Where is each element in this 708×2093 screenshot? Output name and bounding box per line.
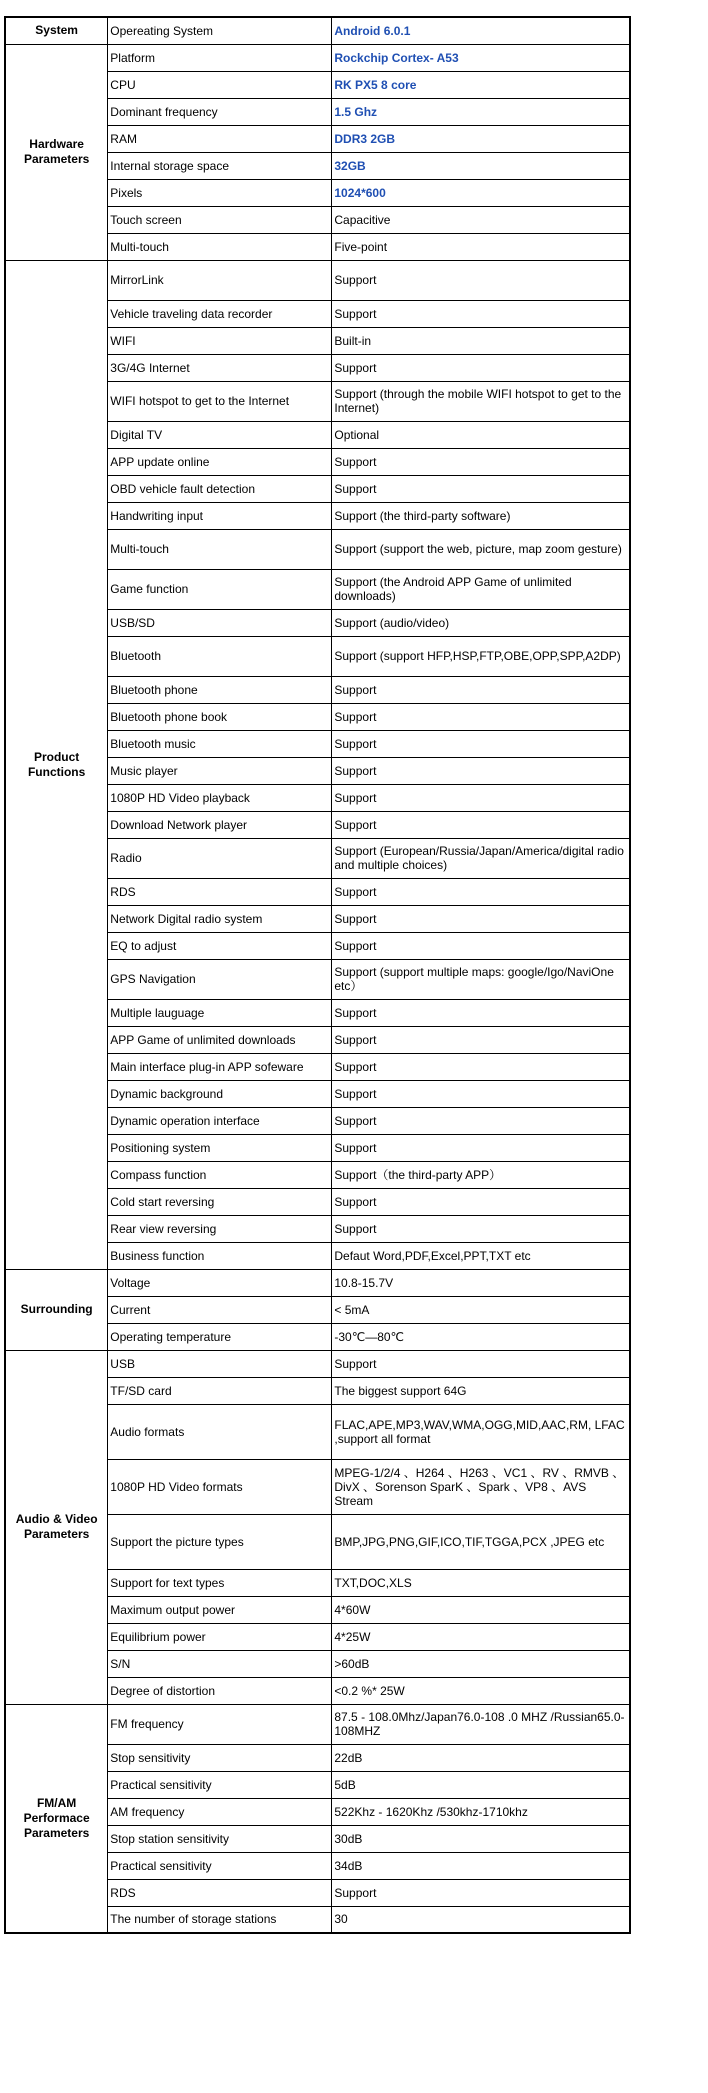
spec-label-cell: Dynamic operation interface: [108, 1107, 332, 1134]
category-cell: FM/AM Performace Parameters: [5, 1704, 108, 1933]
spec-value-cell: 34dB: [332, 1852, 630, 1879]
spec-value-cell: Support: [332, 811, 630, 838]
spec-value-cell: Support: [332, 475, 630, 502]
spec-value-cell: Five-point: [332, 233, 630, 260]
spec-value-cell: Optional: [332, 421, 630, 448]
spec-value-cell: Support (the third-party software): [332, 502, 630, 529]
spec-value-cell: 30: [332, 1906, 630, 1933]
spec-value-cell: MPEG-1/2/4 、H264 、H263 、VC1 、RV 、RMVB 、DivX 、Sorenson SparK 、Spark 、VP8 、AVS Stream: [332, 1459, 630, 1514]
spec-label-cell: Bluetooth phone book: [108, 703, 332, 730]
spec-label-cell: Operating temperature: [108, 1323, 332, 1350]
spec-label-cell: Radio: [108, 838, 332, 878]
spec-value-cell: Support（the third-party APP）: [332, 1161, 630, 1188]
category-cell: Surrounding: [5, 1269, 108, 1350]
spec-value-cell: 4*25W: [332, 1623, 630, 1650]
spec-value-cell: Support (support HFP,HSP,FTP,OBE,OPP,SPP,A2DP): [332, 636, 630, 676]
spec-value-cell: <0.2 %* 25W: [332, 1677, 630, 1704]
spec-label-cell: MirrorLink: [108, 260, 332, 300]
spec-label-cell: 1080P HD Video playback: [108, 784, 332, 811]
spec-label-cell: Download Network player: [108, 811, 332, 838]
spec-value-cell: Support (European/Russia/Japan/America/digital radio and multiple choices): [332, 838, 630, 878]
spec-value-cell: 32GB: [332, 152, 630, 179]
spec-value-cell: The biggest support 64G: [332, 1377, 630, 1404]
spec-label-cell: TF/SD card: [108, 1377, 332, 1404]
table-row: [5, 44, 630, 71]
spec-value-cell: Capacitive: [332, 206, 630, 233]
spec-value-cell: 87.5 - 108.0Mhz/Japan76.0-108 .0 MHZ /Russian65.0-108MHZ: [332, 1704, 630, 1744]
spec-label-cell: Positioning system: [108, 1134, 332, 1161]
spec-label-cell: WIFI: [108, 327, 332, 354]
spec-label-cell: USB: [108, 1350, 332, 1377]
spec-value-cell: 1024*600: [332, 179, 630, 206]
spec-value-cell: 1.5 Ghz: [332, 98, 630, 125]
spec-label-cell: Multi-touch: [108, 529, 332, 569]
spec-label-cell: Voltage: [108, 1269, 332, 1296]
spec-label-cell: Support the picture types: [108, 1514, 332, 1569]
spec-label-cell: Equilibrium power: [108, 1623, 332, 1650]
spec-label-cell: RAM: [108, 125, 332, 152]
spec-label-cell: APP update online: [108, 448, 332, 475]
spec-label-cell: Business function: [108, 1242, 332, 1269]
spec-value-cell: Android 6.0.1: [332, 17, 630, 44]
spec-value-cell: 4*60W: [332, 1596, 630, 1623]
spec-label-cell: USB/SD: [108, 609, 332, 636]
spec-value-cell: Support: [332, 999, 630, 1026]
table-row: [5, 260, 630, 300]
spec-label-cell: Stop sensitivity: [108, 1744, 332, 1771]
spec-value-cell: Support: [332, 1879, 630, 1906]
spec-label-cell: Music player: [108, 757, 332, 784]
spec-value-cell: Support (through the mobile WIFI hotspot to get to the Internet): [332, 381, 630, 421]
spec-table: [4, 16, 631, 1934]
spec-value-cell: Rockchip Cortex- A53: [332, 44, 630, 71]
spec-value-cell: Support: [332, 354, 630, 381]
spec-value-cell: RK PX5 8 core: [332, 71, 630, 98]
spec-value-cell: Support (the Android APP Game of unlimited downloads): [332, 569, 630, 609]
spec-value-cell: BMP,JPG,PNG,GIF,ICO,TIF,TGGA,PCX ,JPEG etc: [332, 1514, 630, 1569]
spec-label-cell: APP Game of unlimited downloads: [108, 1026, 332, 1053]
spec-label-cell: EQ to adjust: [108, 932, 332, 959]
spec-label-cell: Bluetooth phone: [108, 676, 332, 703]
category-cell: Audio & Video Parameters: [5, 1350, 108, 1704]
spec-label-cell: AM frequency: [108, 1798, 332, 1825]
spec-value-cell: Support: [332, 905, 630, 932]
spec-value-cell: 22dB: [332, 1744, 630, 1771]
table-row: [5, 1704, 630, 1744]
spec-value-cell: Support: [332, 1026, 630, 1053]
spec-label-cell: Support for text types: [108, 1569, 332, 1596]
spec-label-cell: Dominant frequency: [108, 98, 332, 125]
spec-label-cell: Current: [108, 1296, 332, 1323]
spec-label-cell: Internal storage space: [108, 152, 332, 179]
spec-label-cell: OBD vehicle fault detection: [108, 475, 332, 502]
spec-value-cell: -30℃—80℃: [332, 1323, 630, 1350]
spec-value-cell: >60dB: [332, 1650, 630, 1677]
table-row: [5, 1350, 630, 1377]
spec-label-cell: Multiple lauguage: [108, 999, 332, 1026]
spec-label-cell: 1080P HD Video formats: [108, 1459, 332, 1514]
spec-value-cell: Support (support multiple maps: google/Igo/NaviOne etc）: [332, 959, 630, 999]
spec-value-cell: Support: [332, 730, 630, 757]
spec-value-cell: Support (audio/video): [332, 609, 630, 636]
spec-label-cell: Practical sensitivity: [108, 1852, 332, 1879]
spec-label-cell: Handwriting input: [108, 502, 332, 529]
spec-value-cell: 5dB: [332, 1771, 630, 1798]
spec-value-cell: DDR3 2GB: [332, 125, 630, 152]
spec-label-cell: GPS Navigation: [108, 959, 332, 999]
category-cell: Hardware Parameters: [5, 44, 108, 260]
spec-value-cell: Support: [332, 1134, 630, 1161]
spec-value-cell: Support (support the web, picture, map zoom gesture): [332, 529, 630, 569]
spec-label-cell: S/N: [108, 1650, 332, 1677]
spec-label-cell: Compass function: [108, 1161, 332, 1188]
spec-label-cell: RDS: [108, 1879, 332, 1906]
spec-label-cell: Audio formats: [108, 1404, 332, 1459]
spec-label-cell: WIFI hotspot to get to the Internet: [108, 381, 332, 421]
spec-label-cell: Dynamic background: [108, 1080, 332, 1107]
spec-label-cell: Cold start reversing: [108, 1188, 332, 1215]
spec-label-cell: 3G/4G Internet: [108, 354, 332, 381]
spec-label-cell: RDS: [108, 878, 332, 905]
spec-value-cell: Support: [332, 676, 630, 703]
spec-label-cell: Multi-touch: [108, 233, 332, 260]
spec-label-cell: Digital TV: [108, 421, 332, 448]
spec-value-cell: Support: [332, 260, 630, 300]
spec-table-body: [5, 17, 630, 1933]
spec-value-cell: Support: [332, 757, 630, 784]
spec-value-cell: Support: [332, 1350, 630, 1377]
spec-label-cell: Practical sensitivity: [108, 1771, 332, 1798]
table-row: [5, 17, 630, 44]
spec-value-cell: FLAC,APE,MP3,WAV,WMA,OGG,MID,AAC,RM, LFAC ,support all format: [332, 1404, 630, 1459]
spec-label-cell: Maximum output power: [108, 1596, 332, 1623]
spec-value-cell: Support: [332, 784, 630, 811]
spec-value-cell: Support: [332, 878, 630, 905]
spec-value-cell: Support: [332, 1107, 630, 1134]
spec-value-cell: Built-in: [332, 327, 630, 354]
spec-value-cell: Support: [332, 300, 630, 327]
spec-label-cell: Bluetooth: [108, 636, 332, 676]
spec-value-cell: 522Khz - 1620Khz /530khz-1710khz: [332, 1798, 630, 1825]
spec-value-cell: 10.8-15.7V: [332, 1269, 630, 1296]
spec-label-cell: Bluetooth music: [108, 730, 332, 757]
spec-label-cell: Pixels: [108, 179, 332, 206]
spec-value-cell: < 5mA: [332, 1296, 630, 1323]
spec-value-cell: Support: [332, 703, 630, 730]
spec-value-cell: Defaut Word,PDF,Excel,PPT,TXT etc: [332, 1242, 630, 1269]
spec-label-cell: Degree of distortion: [108, 1677, 332, 1704]
spec-value-cell: Support: [332, 932, 630, 959]
spec-value-cell: Support: [332, 1080, 630, 1107]
spec-label-cell: Touch screen: [108, 206, 332, 233]
spec-label-cell: CPU: [108, 71, 332, 98]
spec-label-cell: Stop station sensitivity: [108, 1825, 332, 1852]
spec-label-cell: Opereating System: [108, 17, 332, 44]
spec-value-cell: TXT,DOC,XLS: [332, 1569, 630, 1596]
category-cell: Product Functions: [5, 260, 108, 1269]
spec-value-cell: Support: [332, 448, 630, 475]
category-cell: System: [5, 17, 108, 44]
spec-value-cell: Support: [332, 1215, 630, 1242]
spec-label-cell: Network Digital radio system: [108, 905, 332, 932]
spec-label-cell: The number of storage stations: [108, 1906, 332, 1933]
spec-value-cell: 30dB: [332, 1825, 630, 1852]
spec-label-cell: Game function: [108, 569, 332, 609]
table-row: [5, 1269, 630, 1296]
spec-label-cell: Main interface plug-in APP sofeware: [108, 1053, 332, 1080]
spec-label-cell: Vehicle traveling data recorder: [108, 300, 332, 327]
spec-value-cell: Support: [332, 1053, 630, 1080]
spec-label-cell: Platform: [108, 44, 332, 71]
spec-label-cell: Rear view reversing: [108, 1215, 332, 1242]
spec-value-cell: Support: [332, 1188, 630, 1215]
spec-label-cell: FM frequency: [108, 1704, 332, 1744]
